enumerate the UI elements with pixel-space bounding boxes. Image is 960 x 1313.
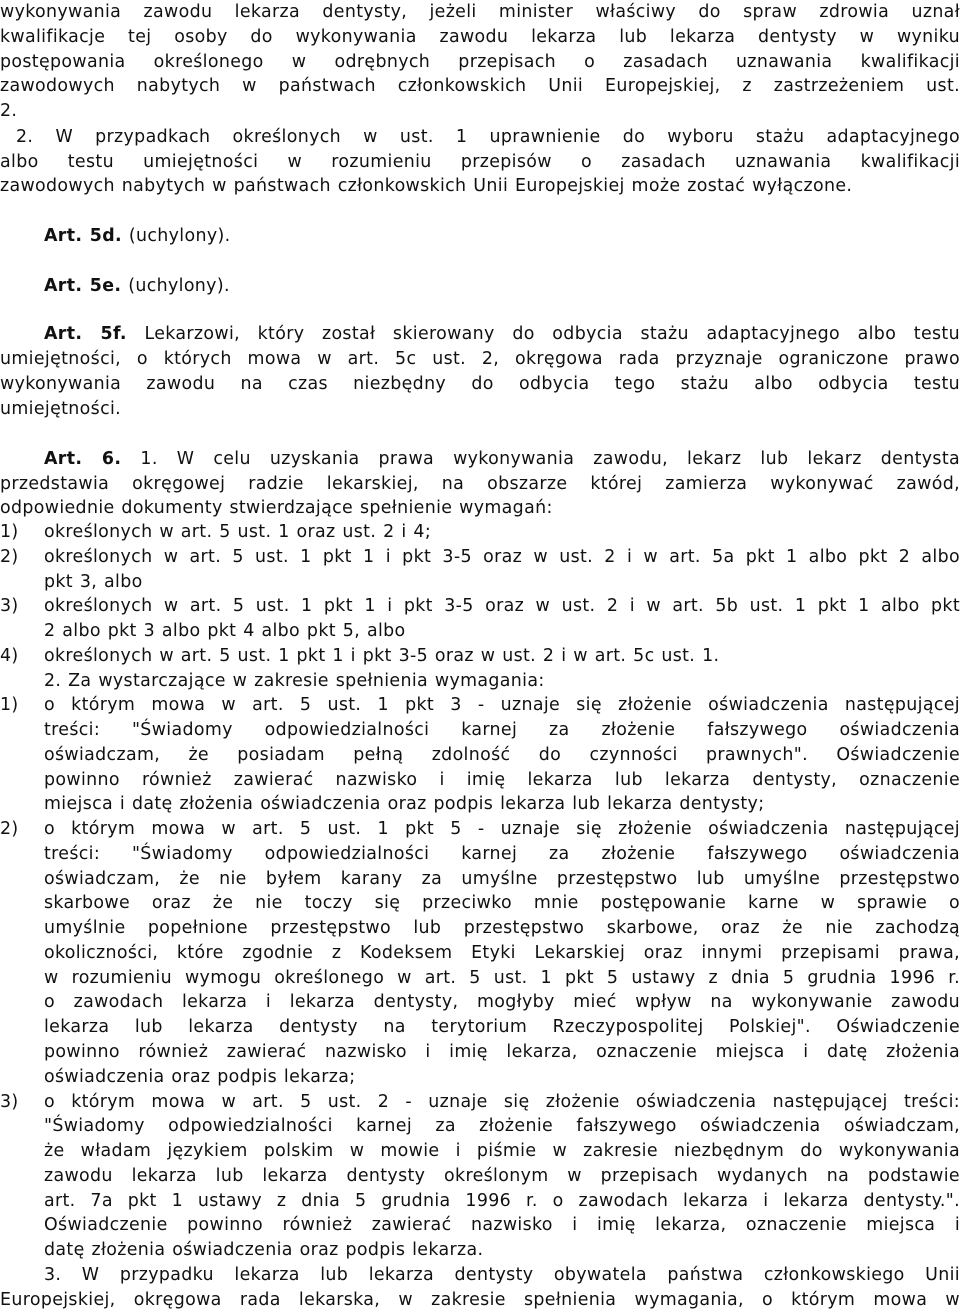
list-text: określonych w art. 5 ust. 1 pkt 1 i pkt 3-5 oraz w ust. 2 i w art. 5a pkt 1 albo pkt 2 albo	[44, 547, 960, 567]
text-line: wykonywania zawodu lekarza dentysty, jeżeli minister właściwy do spraw zdrowia uznał	[0, 2, 960, 22]
list-text: oświadczenia oraz podpis lekarza;	[44, 1067, 356, 1087]
list-text: określonych w art. 5 ust. 1 pkt 1 i pkt 3-5 oraz w ust. 2 i w art. 5b ust. 1 pkt 1 albo pkt	[44, 596, 960, 616]
text-line: 2. Za wystarczające w zakresie spełnienia wymagania:	[44, 671, 545, 691]
list-text: oświadczam, że nie byłem karany za umyślne przestępstwo lub umyślne przestępstwo	[44, 869, 960, 889]
list-text: art. 7a pkt 1 ustawy z dnia 5 grudnia 1996 r. o zawodach lekarza i lekarza dentysty.".	[44, 1191, 960, 1211]
list-text: treści: "Świadomy odpowiedzialności karnej za złożenie fałszywego oświadczenia	[44, 844, 960, 864]
list-text: umyślnie popełnione przestępstwo lub przestępstwo skarbowe, oraz że nie zachodzą	[44, 918, 960, 938]
text-line: kwalifikacje tej osoby do wykonywania zawodu lekarza lub lekarza dentysty w wyniku	[0, 27, 960, 47]
list-number: 2)	[0, 547, 19, 567]
text-line: albo testu umiejętności w rozumieniu przepisów o zasadach uznawania kwalifikacji	[0, 152, 960, 172]
list-text: o którym mowa w art. 5 ust. 1 pkt 5 - uznaje się złożenie oświadczenia następującej	[44, 819, 960, 839]
list-number: 3)	[0, 1092, 19, 1112]
article-5d	[44, 225, 231, 247]
list-text: że władam językiem polskim w mowie i piśmie w zakresie niezbędnym do wykonywania	[44, 1141, 960, 1161]
article-text: (uchylony).	[128, 276, 230, 296]
list-text: treści: "Świadomy odpowiedzialności karnej za złożenie fałszywego oświadczenia	[44, 720, 960, 740]
list-text: skarbowe oraz że nie toczy się przeciwko mnie postępowanie karne w sprawie o	[44, 893, 960, 913]
list-text: datę złożenia oświadczenia oraz podpis lekarza.	[44, 1240, 484, 1260]
list-number: 1)	[0, 522, 19, 542]
list-text: określonych w art. 5 ust. 1 oraz ust. 2 i 4;	[44, 522, 432, 542]
text-line: zawodowych nabytych w państwach członkowskich Unii Europejskiej, z zastrzeżeniem ust.	[0, 76, 960, 96]
text-line: 2. W przypadkach określonych w ust. 1 uprawnienie do wyboru stażu adaptacyjnego	[16, 127, 960, 147]
text-line: umiejętności.	[0, 399, 122, 419]
text-line: zawodowych nabytych w państwach członkowskich Unii Europejskiej może zostać wyłączone.	[0, 176, 853, 196]
list-text: w rozumieniu wymogu określonego w art. 5 ust. 1 pkt 5 ustawy z dnia 5 grudnia 1996 r.	[44, 968, 960, 988]
list-text: o którym mowa w art. 5 ust. 1 pkt 3 - uznaje się złożenie oświadczenia następującej	[44, 695, 960, 715]
list-text: okoliczności, które zgodnie z Kodeksem Etyki Lekarskiej oraz innymi przepisami prawa,	[44, 943, 960, 963]
text-line: 2.	[0, 101, 18, 121]
article-heading: Art. 5d.	[44, 226, 122, 246]
list-text: określonych w art. 5 ust. 1 pkt 1 i pkt 3-5 oraz w ust. 2 i w art. 5c ust. 1.	[44, 646, 720, 666]
list-text: Oświadczenie powinno również zawierać nazwisko i imię lekarza, oznaczenie miejsca i	[44, 1215, 960, 1235]
article-text: Lekarzowi, który został skierowany do odbycia stażu adaptacyjnego albo testu	[144, 324, 960, 344]
text-line: wykonywania zawodu na czas niezbędny do odbycia tego stażu albo odbycia testu	[0, 374, 960, 394]
list-text: "Świadomy odpowiedzialności karnej za złożenie fałszywego oświadczenia oświadczam,	[44, 1116, 960, 1136]
list-text: lekarza lub lekarza dentysty na terytorium Rzeczypospolitej Polskiej". Oświadczenie	[44, 1017, 960, 1037]
article-5f-first-line	[44, 323, 960, 345]
text-line: postępowania określonego w odrębnych przepisach o zasadach uznawania kwalifikacji	[0, 52, 960, 72]
list-text: zawodu lekarza lub lekarza dentysty określonym w przepisach wydanych na podstawie	[44, 1166, 960, 1186]
article-heading: Art. 5f.	[44, 324, 127, 344]
article-text: (uchylony).	[128, 226, 231, 246]
list-text: pkt 3, albo	[44, 572, 143, 592]
list-number: 4)	[0, 646, 19, 666]
text-line: 3. W przypadku lekarza lub lekarza dentysty obywatela państwa członkowskiego Unii	[44, 1265, 960, 1285]
list-text: 2 albo pkt 3 albo pkt 4 albo pkt 5, albo	[44, 621, 406, 641]
article-6-first-line	[44, 448, 960, 470]
list-text: oświadczam, że posiadam pełną zdolność do czynności prawnych". Oświadczenie	[44, 745, 960, 765]
text-line: umiejętności, o których mowa w art. 5c ust. 2, okręgowa rada przyznaje ograniczone prawo	[0, 349, 960, 369]
list-item	[0, 521, 960, 543]
article-heading: Art. 6.	[44, 449, 122, 469]
list-number: 1)	[0, 695, 19, 715]
text-line: Europejskiej, okręgowa rada lekarska, w zakresie spełnienia wymagania, o którym mowa w	[0, 1290, 960, 1310]
text-line: przedstawia okręgowej radzie lekarskiej, na obszarze której zamierza wykonywać zawód,	[0, 474, 960, 494]
list-text: powinno również zawierać nazwisko i imię lekarza lub lekarza dentysty, oznaczenie	[44, 770, 960, 790]
article-text: 1. W celu uzyskania prawa wykonywania zawodu, lekarz lub lekarz dentysta	[140, 449, 960, 469]
list-number: 2)	[0, 819, 19, 839]
article-5e	[44, 275, 230, 297]
list-number: 3)	[0, 596, 19, 616]
list-text: powinno również zawierać nazwisko i imię lekarza, oznaczenie miejsca i datę złożenia	[44, 1042, 960, 1062]
list-text: miejsca i datę złożenia oświadczenia oraz podpis lekarza lub lekarza dentysty;	[44, 794, 765, 814]
list-text: o którym mowa w art. 5 ust. 2 - uznaje się złożenie oświadczenia następującej treści:	[44, 1092, 960, 1112]
list-text: o zawodach lekarza i lekarza dentysty, mogłyby mieć wpływ na wykonywanie zawodu	[44, 992, 960, 1012]
article-heading: Art. 5e.	[44, 276, 122, 296]
text-line: odpowiednie dokumenty stwierdzające spełnienie wymagań:	[0, 498, 553, 518]
